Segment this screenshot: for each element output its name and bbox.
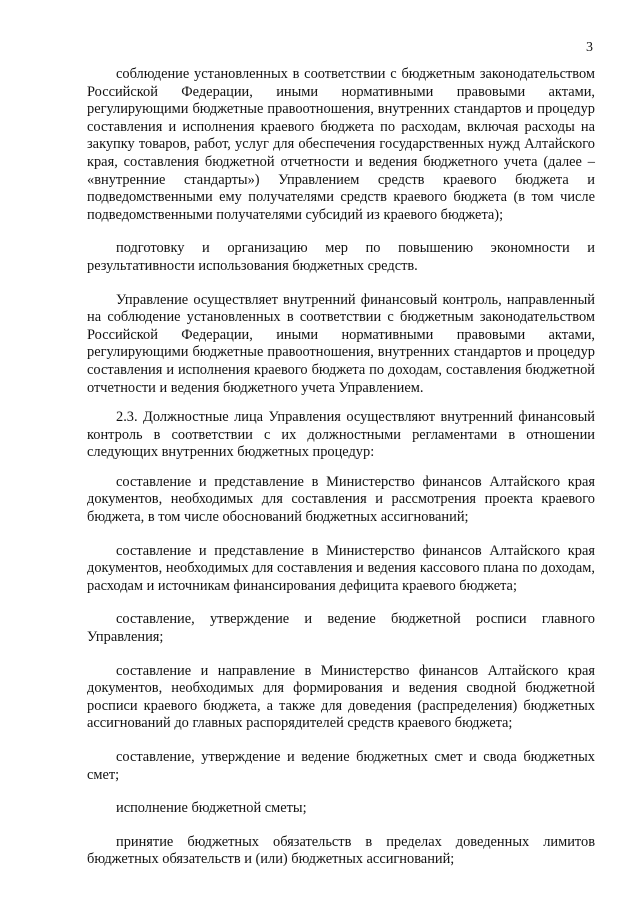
paragraph: составление и представление в Министерство финансов Алтайского края документов, необходимых для составления и рассмотрения проекта краевого бюджета, в том числе обоснований бюджетных ассигнований; [87,473,595,526]
page-number: 3 [586,40,593,55]
paragraph: составление и представление в Министерство финансов Алтайского края документов, необходимых для составления и ведения кассового плана по доходам, расходам и источникам финансирования дефицита краевого бюджета; [87,542,595,594]
paragraph: соблюдение установленных в соответствии с бюджетным законодательством Российской Федерации, иными нормативными правовыми актами, регулирующими бюджетные правоотношения, внутренних стандартов и процедур составления и исполнения краевого бюджета по расходам, включая расходы на закупку товаров, работ, услуг для обеспечения государственных нужд Алтайского края, составления бюджетной отчетности и ведения бюджетного учета (далее – «внутренние стандарты») Управлением средств краевого бюджета и подведомственными ему получателями средств краевого бюджета (в том числе подведомственными получателями субсидий из краевого бюджета); [87,66,595,223]
paragraph: 2.3. Должностные лица Управления осуществляют внутренний финансовый контроль в соответствии с их должностными регламентами в отношении следующих внутренних бюджетных процедур: [87,409,595,461]
paragraph: составление, утверждение и ведение бюджетной росписи главного Управления; [87,611,595,646]
paragraph: составление и направление в Министерство финансов Алтайского края документов, необходимых для формирования и ведения сводной бюджетной росписи краевого бюджета, а также для доведения (распределения) бюджетных ассигнований до главных распорядителей средств краевого бюджета; [87,662,595,732]
paragraph: принятие бюджетных обязательств в пределах доведенных лимитов бюджетных обязательств и (или) бюджетных ассигнований; [87,833,595,868]
paragraph: подготовку и организацию мер по повышению экономности и результативности использования бюджетных средств. [87,240,595,274]
paragraph: Управление осуществляет внутренний финансовый контроль, направленный на соблюдение установленных в соответствии с бюджетным законодательством Российской Федерации, иными нормативными правовыми актами, регулирующими бюджетные правоотношения, внутренних стандартов и процедур составления и исполнения краевого бюджета по доходам, составления бюджетной отчетности и ведения бюджетного учета Управлением. [87,291,595,396]
document-body [87,66,595,885]
paragraph: составление, утверждение и ведение бюджетных смет и свода бюджетных смет; [87,749,595,783]
paragraph: исполнение бюджетной сметы; [116,800,307,817]
